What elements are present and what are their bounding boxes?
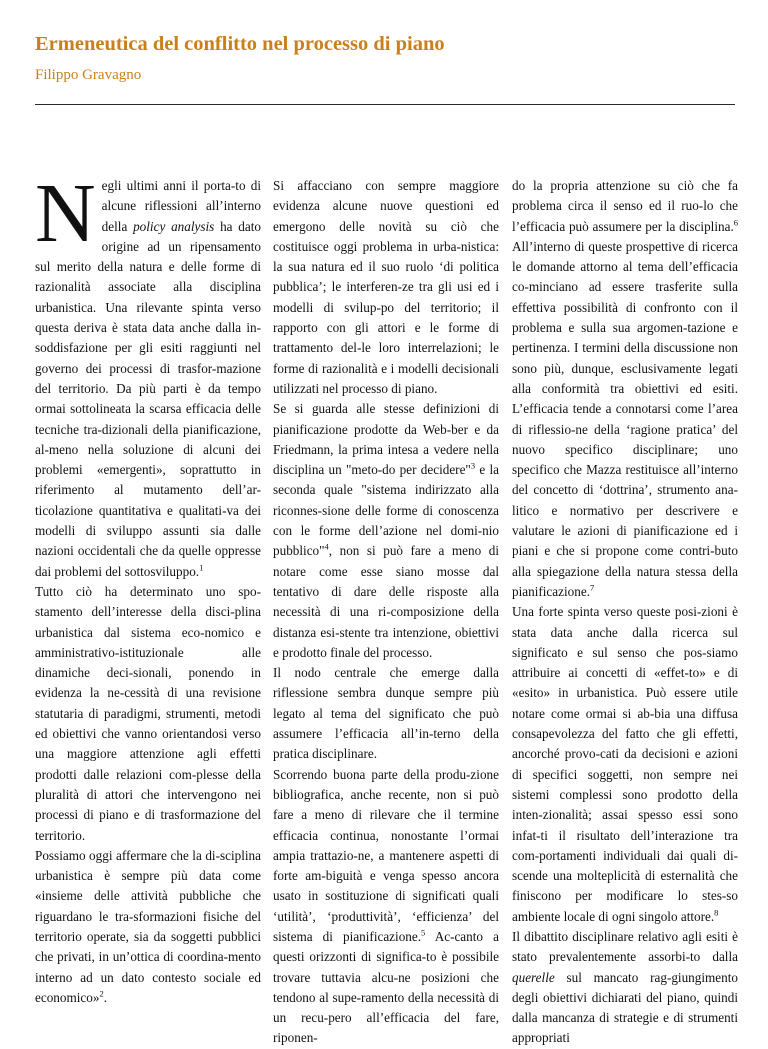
footnote-ref: 3 [470, 460, 476, 471]
header-divider [35, 104, 735, 105]
text-segment: Scorrendo buona parte della produ-zione bibliografica, anche recente, non si può fare a meno di rilevare che il termine efficacia continua, nonostante l’ormai ampia trattazio-ne, a mantenere aspetti di forte am-biguità e venga spesso ancora usato in sostituzione di significati quali ‘utilità’, ‘produttività’, ‘efficienza’ del sistema di pianificazione. [273, 766, 499, 944]
text-segment: Ac-canto a questi orizzonti di significa-to è possibile trovare tuttavia alcu-ne posizioni che tendono al supe-ramento della necessità di un recu-pero all’efficacia del fare, riponen- [273, 928, 499, 1046]
text-segment: egli ultimi anni il porta-to di alcune riflessioni all’interno della [101, 178, 261, 234]
paragraph [273, 176, 499, 399]
paragraph [273, 399, 499, 663]
drop-cap: N [35, 167, 96, 260]
text-segment: do la propria attenzione su ciò che fa problema circa il senso ed il ruo-lo che l’efficacia può assumere per la disciplina. [512, 178, 738, 234]
emphasized-text: policy analysis [133, 218, 215, 234]
text-segment: Si affacciano con sempre maggiore evidenza alcune nuove questioni ed emergono delle novità su ciò che costituisce oggi problema in urba-nistica: la sua natura ed il suo ruolo ‘di politica pubblica’; le interferen-ze tra gli usi ed i modelli di svilup-po del territorio; il rapporto con gli attori e le forme di trattamento del-le loro interrelazioni; le forme di razionalità e i modelli decisionali utilizzati nel processo di piano. [273, 178, 499, 396]
text-column-2 [273, 176, 500, 1046]
footnote-ref: 7 [590, 582, 595, 593]
footnote-ref: 1 [199, 562, 204, 573]
paragraph [35, 846, 261, 1008]
text-segment: Se si guarda alle stesse definizioni di pianificazione prodotte da Web-ber e da Friedmann, la prima intesa a vedere nella disciplina un "meto-do per decidere" [273, 401, 499, 478]
paragraph [35, 167, 261, 582]
text-segment: Tutto ciò ha determinato uno spo-stamento dell’interesse della disci-plina urbanistica dal sistema eco-nomico e amministrativo-istituzionale alle dinamiche deci-sionali, ponendo in evidenza la ne-cessità di una revisione statutaria di paradigmi, strumenti, metodi ed obiettivi che vanno orientandosi verso una maggiore attenzione agli effetti prodotti dalle relazioni com-plesse della pluralità di attori che intervengono nei processi di piano e di trasformazione del territorio. [35, 583, 261, 843]
footnote-ref: 5 [421, 927, 426, 938]
text-segment: ha dato origine ad un ripensamento sul merito della natura e delle forme di razionalità associate alla disciplina urbanistica. Una rilevante spinta verso questa deriva è stata data anche dalla in-soddisfazione per gli esiti raggiunti nel governo dei processi di trasfor-mazione del territorio. Da più parti è da tempo ormai sottolineata la scarsa efficacia delle tecniche tra-dizionali della pianificazione, al-meno nella soluzione di alcuni dei problemi «emergenti», soprattutto in riferimento al mutamento dell’ar-ticolazione quantitativa e qualitati-va dei modelli di sviluppo assunti sia dalle nazioni occidentali che da quelle oppresse dai problemi del sottosviluppo. [35, 218, 261, 579]
emphasized-text: querelle [512, 969, 555, 985]
paragraph [512, 176, 738, 602]
footnote-ref: 8 [714, 907, 719, 918]
paragraph [273, 663, 499, 764]
paragraph [512, 602, 738, 927]
text-segment: All’interno di queste prospettive di ricerca le domande attorno al tema dell’efficacia co-minciano ad essere trasferite sulla effettiva possibilità di confronto con il problema e sulla sua argomen-tazione e pertinenza. I termini della discussione non sono più, dunque, esclusivamente legati alla conformità tra obiettivi ed esiti. L’efficacia tende a connotarsi come l’area di riflessio-ne della ‘ragione pratica’ del nuovo specifico disciplinare; uno specifico che Mazza restituisce all’interno del concetto di ‘dottrina’, strumento ana-litico e normativo per descrivere e valutare le azioni di pianificazione ed i piani e che si propone come contri-buto alla spiegazione della natura stessa della pianificazione. [512, 238, 738, 599]
footnote-ref: 6 [733, 217, 738, 228]
text-column-3 [512, 176, 738, 1046]
article-title: Ermeneutica del conflitto nel processo di piano [35, 33, 445, 55]
text-segment: Il nodo centrale che emerge dalla riflessione sembra dunque sempre più legato al tema del significato che può assumere l’efficacia all’in-terno della pratica disciplinare. [273, 665, 499, 762]
text-segment: sul mancato rag-giungimento degli obiettivi dichiarati del piano, quindi dalla mancanza di strategie e di strumenti appropriati [512, 969, 738, 1046]
text-segment: , non si può fare a meno di notare come esse siano mosse dal tentativo di dare delle risposte alla necessità di una ri-composizione della distanza esi-stente tra intenzione, obiettivi e prodotto finale del processo. [273, 543, 499, 660]
text-segment: Una forte spinta verso queste posi-zioni è stata data anche dalla ricerca sul significato e sul senso che pos-siamo attribuire ai concetti di «effet-to» e di «esito» in urbanistica. Può essere utile notare come ormai si ab-bia una diffusa consapevolezza del fatto che gli effetti, ancorché provo-cati da decisioni e azioni di specifici soggetti, non sempre nei sistemi complessi sono prodotto della inten-zionalità; assai spesso essi sono infat-ti il risultato dell’interazione tra com-portamenti individuali dai quali di-scende una molteplicità di esternalità che finiscono per modificare lo stes-so ambiente locale di ogni singolo attore. [512, 604, 738, 924]
paragraph [35, 582, 261, 846]
footnote-ref: 2 [99, 988, 104, 999]
text-segment: . [103, 989, 107, 1005]
text-segment: e la seconda quale "sistema indirizzato alla riconnes-sione delle forme di conoscenza con le forme dell’azione nel domi-nio pubblico" [273, 462, 500, 559]
text-segment: Possiamo oggi affermare che la di-sciplina urbanistica è sempre più data come «insieme delle attività pubbliche che riguardano le tra-sformazioni fisiche del territorio operate, sia da soggetti pubblici che privati, in un’ottica di coordina-mento interno ad un dato contesto sociale ed economico» [35, 847, 261, 1005]
text-segment: Il dibattito disciplinare relativo agli esiti è stato prevalentemente assorbi-to dalla [512, 928, 738, 965]
text-column-1 [35, 167, 261, 1005]
paragraph [273, 765, 499, 1049]
author-name: Filippo Gravagno [35, 67, 142, 83]
paragraph [512, 927, 738, 1049]
footnote-ref: 4 [324, 541, 329, 552]
